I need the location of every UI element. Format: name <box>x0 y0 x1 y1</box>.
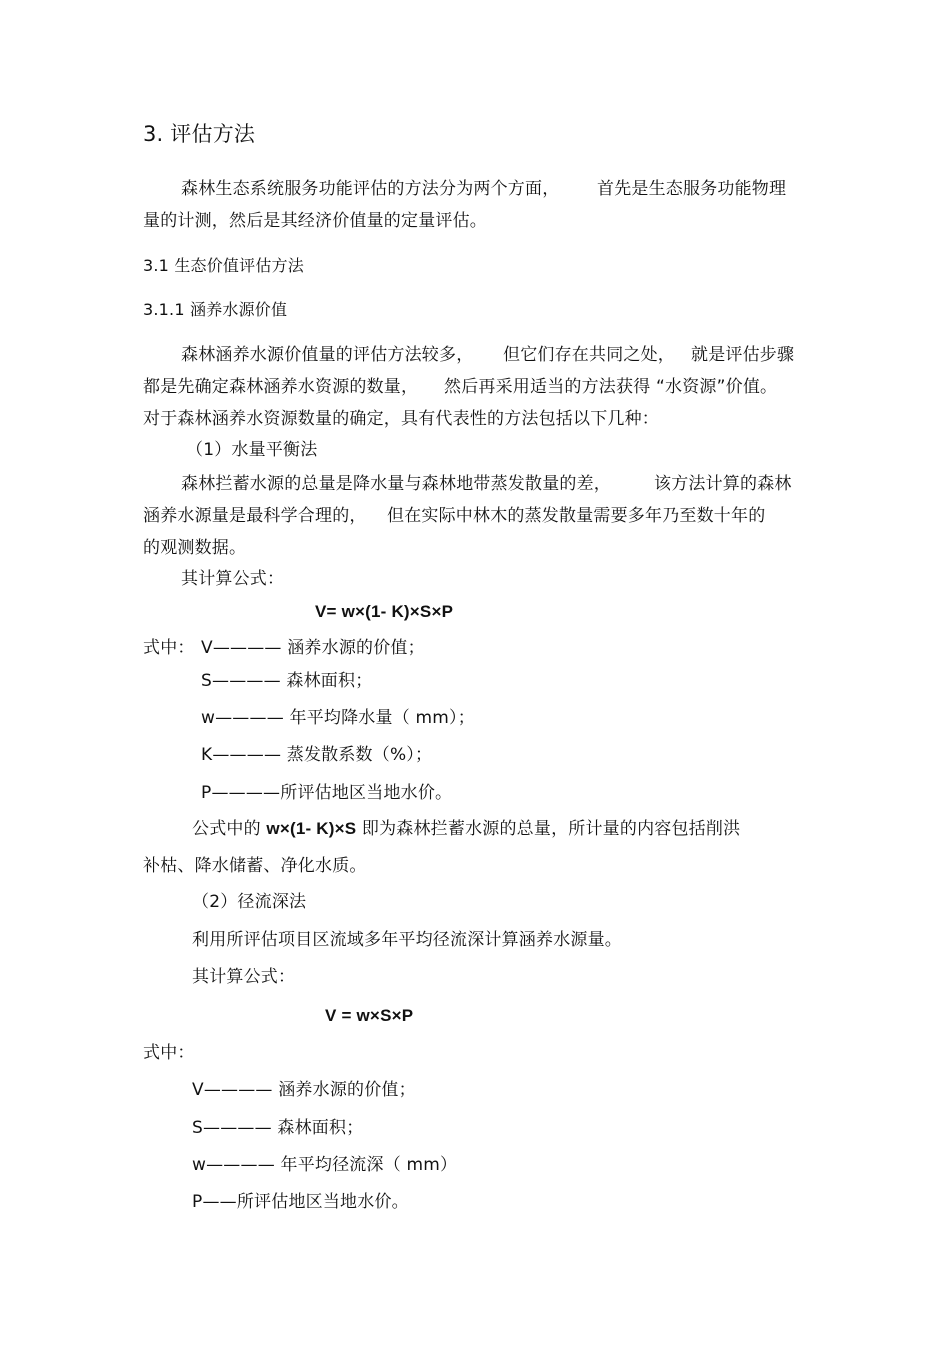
method1-formula: V= w×(1- K)×S×P <box>315 602 454 621</box>
method2-var-p: P——所评估地区当地水价。 <box>192 1192 409 1212</box>
method1-note-pre: 公式中的 <box>192 819 267 839</box>
method1-var-w: w———— 年平均降水量（ mm）； <box>201 708 475 728</box>
method1-desc-line3: 的观测数据。 <box>143 538 247 558</box>
method1-desc-line1-part2: 该方法计算的森林 <box>654 474 792 494</box>
p1-line1-part1: 森林涵养水源价值量的评估方法较多， <box>181 345 474 365</box>
method1-desc-line2-part1: 涵养水源量是最科学合理的， <box>143 506 367 526</box>
method1-formula-intro: 其计算公式： <box>181 569 285 589</box>
method2-title: （2）径流深法 <box>192 892 307 912</box>
method1-var-p: P————所评估地区当地水价。 <box>201 783 453 803</box>
method1-where-label: 式中： <box>143 638 195 658</box>
method1-var-v: V———— 涵养水源的价值； <box>201 638 425 658</box>
method2-desc: 利用所评估项目区流域多年平均径流深计算涵养水源量。 <box>192 930 622 950</box>
method1-note-line2: 补枯、降水储蓄、净化水质。 <box>143 856 367 876</box>
method2-var-s: S———— 森林面积； <box>192 1118 364 1138</box>
p1-line3: 对于森林涵养水资源数量的确定，具有代表性的方法包括以下几种： <box>143 409 659 429</box>
section-heading: 3. 评估方法 <box>143 122 256 146</box>
method1-var-k: K———— 蒸发散系数（%）； <box>201 745 433 765</box>
method1-note-post: 即为森林拦蓄水源的总量，所计量的内容包括削洪 <box>356 819 741 839</box>
p1-line1-part3: 就是评估步骤 <box>691 345 795 365</box>
intro-line1-part1: 森林生态系统服务功能评估的方法分为两个方面， <box>181 179 560 199</box>
intro-line2: 量的计测，然后是其经济价值量的定量评估。 <box>143 211 487 231</box>
method2-var-v: V———— 涵养水源的价值； <box>192 1080 416 1100</box>
p1-line2-part2: 然后再采用适当的方法获得 “水资源”价值。 <box>444 377 778 397</box>
method2-formula: V = w×S×P <box>325 1006 414 1025</box>
subsection-heading-3-1-1: 3.1.1 涵养水源价值 <box>143 300 288 319</box>
p1-line1-part2: 但它们存在共同之处， <box>503 345 675 365</box>
method1-note-line1 <box>192 818 740 840</box>
method1-var-s: S———— 森林面积； <box>201 671 373 691</box>
method1-title: （1）水量平衡法 <box>186 440 318 460</box>
method2-where-label: 式中： <box>143 1043 195 1063</box>
method1-desc-line1-part1: 森林拦蓄水源的总量是降水量与森林地带蒸发散量的差， <box>181 474 611 494</box>
method1-note-expression: w×(1- K)×S <box>266 819 357 838</box>
method2-var-w: w———— 年平均径流深（ mm） <box>192 1155 458 1175</box>
subsection-heading-3-1: 3.1 生态价值评估方法 <box>143 256 304 275</box>
p1-line2-part1: 都是先确定森林涵养水资源的数量， <box>143 377 419 397</box>
method1-desc-line2-part2: 但在实际中林木的蒸发散量需要多年乃至数十年的 <box>387 506 766 526</box>
method2-formula-intro: 其计算公式： <box>192 967 296 987</box>
intro-line1-part2: 首先是生态服务功能物理 <box>597 179 787 199</box>
